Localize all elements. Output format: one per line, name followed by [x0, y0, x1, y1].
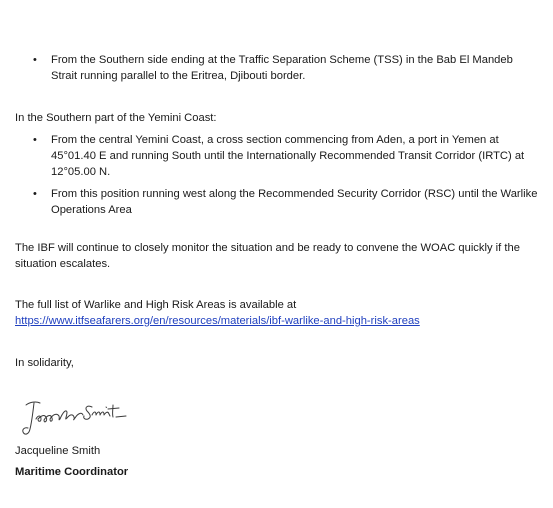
list-item — [0, 186, 553, 218]
full-list-paragraph — [15, 297, 539, 329]
tss-bullet-list — [0, 52, 553, 84]
monitor-paragraph: The IBF will continue to closely monitor the situation and be ready to convene the WOAC quickly if the situation escalates. — [15, 242, 520, 270]
list-item-text: From this position running west along the Recommended Security Corridor (RSC) until the Warlike Operations Area — [51, 188, 538, 216]
list-item-text: From the Southern side ending at the Traffic Separation Scheme (TSS) in the Bab El Mandeb Strait running parallel to the Eritrea, Djibouti border. — [51, 54, 513, 82]
bullet-icon: • — [33, 134, 37, 146]
list-item — [0, 132, 553, 180]
handwritten-signature — [20, 397, 130, 441]
warlike-areas-link[interactable]: https://www.itfseafarers.org/en/resources/materials/ibf-warlike-and-high-risk-areas — [15, 315, 420, 327]
list-item-text: From the central Yemini Coast, a cross section commencing from Aden, a port in Yemen at 45°01.40 E and running South until the Internationally Recommended Transit Corridor (IRTC) at 12°05.00 N. — [51, 134, 525, 178]
southern-coast-heading: In the Southern part of the Yemini Coast: — [15, 112, 217, 124]
list-item — [0, 52, 553, 84]
yemini-coast-bullet-list — [0, 132, 553, 218]
closing-salutation: In solidarity, — [15, 357, 74, 369]
signer-name: Jacqueline Smith — [15, 445, 101, 457]
signer-title: Maritime Coordinator — [15, 466, 129, 478]
bullet-icon: • — [33, 54, 37, 66]
full-list-intro: The full list of Warlike and High Risk Areas is available at — [15, 299, 297, 311]
bullet-icon: • — [33, 188, 37, 200]
